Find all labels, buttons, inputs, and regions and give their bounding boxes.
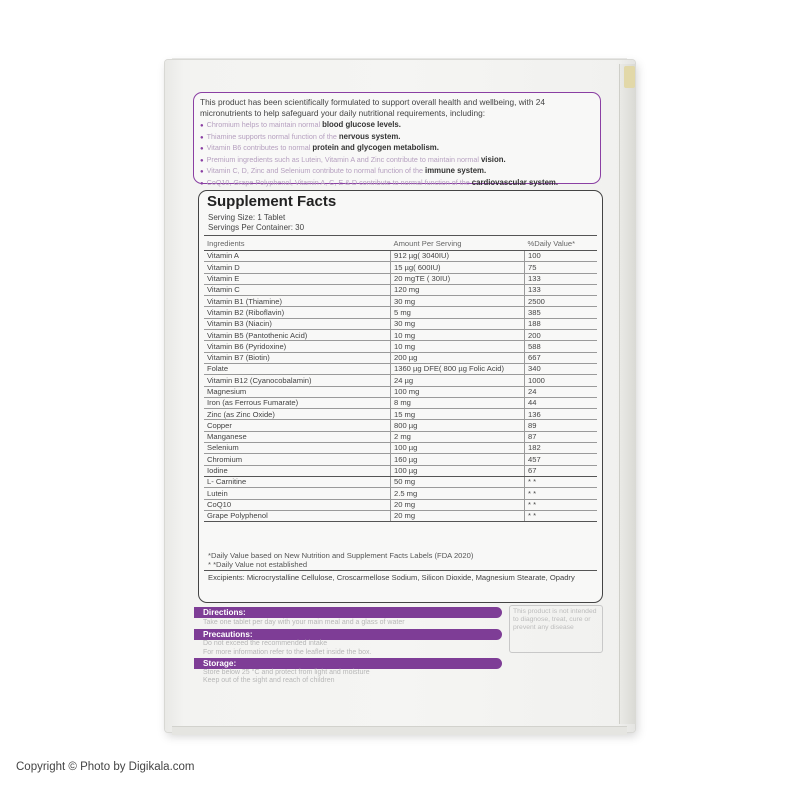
ingredient-cell: Copper: [204, 420, 391, 431]
table-row: [204, 397, 597, 408]
table-row: [204, 284, 597, 295]
storage-heading: Storage:: [194, 658, 502, 669]
daily-value-cell: 100: [525, 251, 598, 262]
table-row: [204, 465, 597, 476]
amount-cell: 24 µg: [391, 375, 525, 386]
table-row: [204, 420, 597, 431]
header-ingredients: Ingredients: [204, 238, 391, 251]
table-row: [204, 341, 597, 352]
servings-per-container: Servings Per Container: 30: [208, 223, 305, 232]
directions-heading: Directions:: [194, 607, 502, 618]
ingredient-cell: Magnesium: [204, 386, 391, 397]
excipients: Excipients: Microcrystalline Cellulose, Croscarmellose Sodium, Silicon Dioxide, Magnesium Stearate, Opadry: [208, 573, 575, 582]
table-row: [204, 375, 597, 386]
header-daily-value: %Daily Value*: [525, 238, 598, 251]
table-row: [204, 330, 597, 341]
amount-cell: 1360 µg DFE( 800 µg Folic Acid): [391, 363, 525, 374]
amount-cell: 912 µg( 3040IU): [391, 251, 525, 262]
amount-cell: 15 mg: [391, 409, 525, 420]
box-bottom-flap: [172, 726, 627, 735]
amount-cell: 2 mg: [391, 431, 525, 442]
benefit-item: ● Vitamin C, D, Zinc and Selenium contribute to normal function of the immune system.: [200, 166, 594, 178]
box-tear-mark: [624, 66, 635, 88]
amount-cell: 8 mg: [391, 397, 525, 408]
table-row: [204, 251, 597, 262]
ingredient-cell: Manganese: [204, 431, 391, 442]
table-row: [204, 443, 597, 454]
table-row: [204, 476, 597, 487]
daily-value-cell: 24: [525, 386, 598, 397]
serving-info: [208, 213, 304, 233]
daily-value-cell: 340: [525, 363, 598, 374]
daily-value-cell: 1000: [525, 375, 598, 386]
ingredient-cell: L- Carnitine: [204, 476, 391, 487]
ingredient-cell: Vitamin A: [204, 251, 391, 262]
amount-cell: 20 mg: [391, 499, 525, 510]
table-row: [204, 307, 597, 318]
amount-cell: 100 µg: [391, 443, 525, 454]
ingredient-cell: Vitamin C: [204, 284, 391, 295]
photo-credit: Copyright © Photo by Digikala.com: [16, 761, 195, 773]
amount-cell: 120 mg: [391, 284, 525, 295]
ingredient-cell: Vitamin D: [204, 262, 391, 273]
ingredient-cell: Vitamin B1 (Thiamine): [204, 296, 391, 307]
daily-value-cell: 457: [525, 454, 598, 465]
ingredient-cell: Vitamin E: [204, 273, 391, 284]
table-row: [204, 409, 597, 420]
benefit-list: [200, 120, 594, 189]
box-side-flap: [619, 64, 636, 724]
ingredient-cell: Zinc (as Zinc Oxide): [204, 409, 391, 420]
ingredient-cell: Grape Polyphenol: [204, 510, 391, 521]
table-row: [204, 386, 597, 397]
daily-value-cell: * *: [525, 499, 598, 510]
ingredient-cell: CoQ10: [204, 499, 391, 510]
table-row: [204, 499, 597, 510]
daily-value-cell: 44: [525, 397, 598, 408]
benefit-item: ● Thiamine supports normal function of the nervous system.: [200, 132, 594, 144]
ingredient-cell: Selenium: [204, 443, 391, 454]
daily-value-cell: 588: [525, 341, 598, 352]
daily-value-cell: 67: [525, 465, 598, 476]
daily-value-cell: 133: [525, 273, 598, 284]
benefit-item: ● Chromium helps to maintain normal blood glucose levels.: [200, 120, 594, 132]
usage-panel: [194, 607, 502, 697]
precautions-line: For more information refer to the leaflet inside the box.: [203, 648, 372, 656]
amount-cell: 20 mg: [391, 510, 525, 521]
daily-value-cell: 667: [525, 352, 598, 363]
ingredient-cell: Vitamin B12 (Cyanocobalamin): [204, 375, 391, 386]
daily-value-cell: 385: [525, 307, 598, 318]
table-row: [204, 296, 597, 307]
amount-cell: 50 mg: [391, 476, 525, 487]
benefit-item: ● CoQ10, Grape Polyphenol, Vitamin A, C, E & D contribute to normal function of the cardiovascular system.: [200, 178, 594, 190]
amount-cell: 30 mg: [391, 296, 525, 307]
amount-cell: 5 mg: [391, 307, 525, 318]
intro-paragraph: This product has been scientifically formulated to support overall health and wellbeing, with 24 micronutrients to help safeguard your daily nutritional requirements, including:: [200, 97, 545, 118]
daily-value-cell: 87: [525, 431, 598, 442]
ingredient-cell: Folate: [204, 363, 391, 374]
header-amount: Amount Per Serving: [391, 238, 525, 251]
daily-value-cell: 75: [525, 262, 598, 273]
storage-line: Store below 25 °C and protect from light and moisture: [203, 668, 370, 676]
intro-panel: [193, 92, 601, 187]
ingredient-cell: Vitamin B3 (Niacin): [204, 318, 391, 329]
excipients-divider: [204, 570, 597, 571]
benefit-item: ● Premium ingredients such as Lutein, Vitamin A and Zinc contribute to maintain normal vision.: [200, 155, 594, 167]
daily-value-cell: * *: [525, 476, 598, 487]
ingredient-cell: Iodine: [204, 465, 391, 476]
serving-size: Serving Size: 1 Tablet: [208, 213, 286, 222]
daily-value-cell: 2500: [525, 296, 598, 307]
ingredient-cell: Vitamin B5 (Pantothenic Acid): [204, 330, 391, 341]
ingredient-cell: Vitamin B2 (Riboflavin): [204, 307, 391, 318]
daily-value-cell: 136: [525, 409, 598, 420]
amount-cell: 200 µg: [391, 352, 525, 363]
daily-value-cell: * *: [525, 510, 598, 521]
daily-value-cell: 200: [525, 330, 598, 341]
table-row: [204, 262, 597, 273]
facts-title: Supplement Facts: [207, 193, 337, 210]
amount-cell: 2.5 mg: [391, 488, 525, 499]
ingredient-cell: Vitamin B6 (Pyridoxine): [204, 341, 391, 352]
amount-cell: 800 µg: [391, 420, 525, 431]
amount-cell: 160 µg: [391, 454, 525, 465]
amount-cell: 100 µg: [391, 465, 525, 476]
benefit-item: ● Vitamin B6 contributes to normal protein and glycogen metabolism.: [200, 143, 594, 155]
amount-cell: 20 mgTE ( 30IU): [391, 273, 525, 284]
daily-value-cell: 133: [525, 284, 598, 295]
facts-table: [204, 238, 597, 522]
daily-value-cell: 182: [525, 443, 598, 454]
daily-value-note: *Daily Value based on New Nutrition and Supplement Facts Labels (FDA 2020): [208, 551, 474, 560]
directions-text: Take one tablet per day with your main meal and a glass of water: [203, 619, 405, 626]
ingredient-cell: Iron (as Ferrous Fumarate): [204, 397, 391, 408]
table-row: [204, 273, 597, 284]
amount-cell: 15 µg( 600IU): [391, 262, 525, 273]
ingredient-cell: Lutein: [204, 488, 391, 499]
daily-value-cell: 188: [525, 318, 598, 329]
not-established-note: * *Daily Value not established: [208, 560, 308, 569]
facts-divider: [204, 235, 597, 236]
storage-line: Keep out of the sight and reach of children: [203, 677, 335, 684]
facts-table-body: [204, 251, 597, 522]
disclaimer-box: This product is not intended to diagnose, treat, cure or prevent any disease: [509, 605, 603, 653]
amount-cell: 10 mg: [391, 330, 525, 341]
table-header-row: [204, 238, 597, 251]
table-row: [204, 431, 597, 442]
table-row: [204, 454, 597, 465]
daily-value-cell: 89: [525, 420, 598, 431]
precautions-line: Do not exceed the recommended intake: [203, 640, 328, 647]
table-row: [204, 352, 597, 363]
amount-cell: 30 mg: [391, 318, 525, 329]
ingredient-cell: Chromium: [204, 454, 391, 465]
amount-cell: 10 mg: [391, 341, 525, 352]
table-row: [204, 510, 597, 521]
table-row: [204, 318, 597, 329]
precautions-heading: Precautions:: [194, 629, 502, 640]
daily-value-cell: * *: [525, 488, 598, 499]
table-row: [204, 488, 597, 499]
table-row: [204, 363, 597, 374]
amount-cell: 100 mg: [391, 386, 525, 397]
supplement-facts-panel: [198, 190, 603, 603]
ingredient-cell: Vitamin B7 (Biotin): [204, 352, 391, 363]
